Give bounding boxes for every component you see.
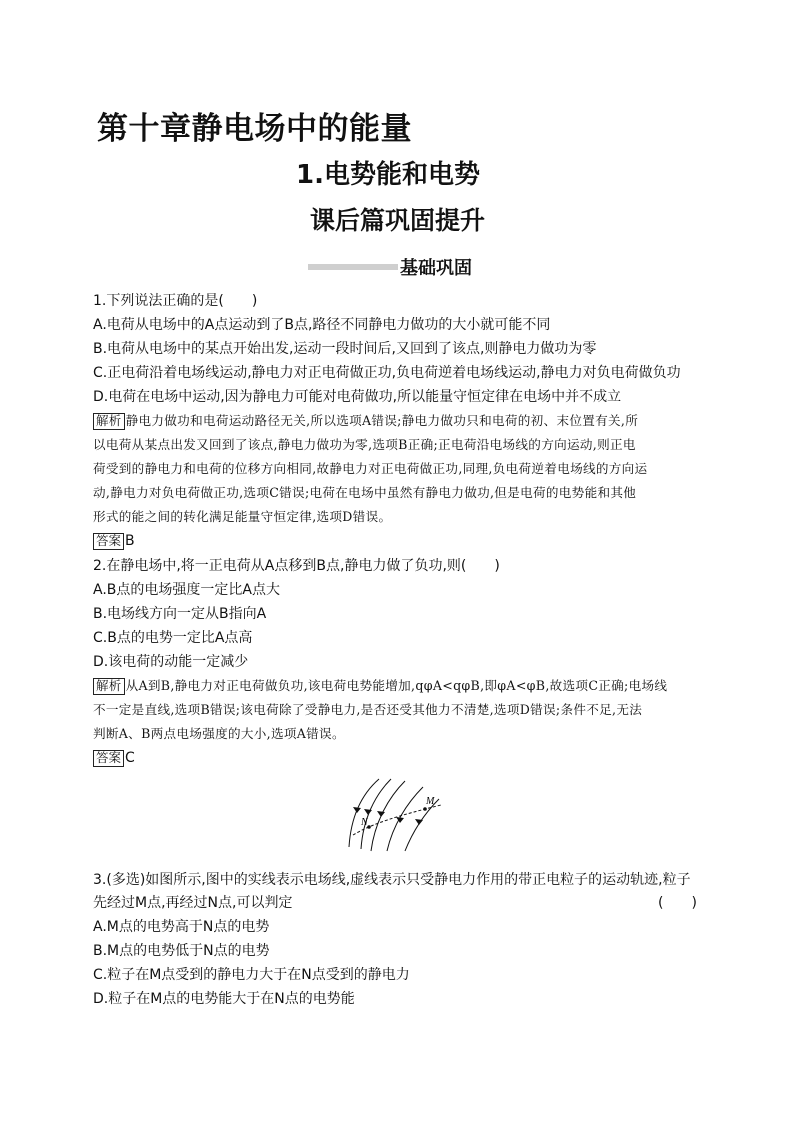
q2-option-b: B.电场线方向一定从B指向A [93,606,267,622]
answer-tag: 答案 [93,533,124,550]
q1-option-c: C.正电荷沿着电场线运动,静电力对正电荷做正功,负电荷逆着电场线运动,静电力对负电荷做负功 [93,365,681,381]
chapter-title: 第十章静电场中的能量 [97,111,412,147]
q3-answer-blank: ( ) [658,895,697,911]
electric-field-figure [343,777,445,853]
q3-stem-line-2: 先经过M点,再经过N点,可以判定 [93,895,293,911]
field-line-2 [361,779,391,849]
band-label: 基础巩固 [400,258,472,279]
q3-option-b: B.M点的电势低于N点的电势 [93,943,270,959]
q1-option-d: D.电荷在电场中运动,因为静电力可能对电荷做功,所以能量守恒定律在电场中并不成立 [93,389,622,405]
q2-option-d: D.该电荷的动能一定减少 [93,654,249,670]
q1-option-a: A.电荷从电场中的A点运动到了B点,路径不同静电力做功的大小就可能不同 [93,317,551,333]
q2-analysis-line-2: 不一定是直线,选项B错误;该电荷除了受静电力,是否还受其他力不清楚,选项D错误;条件不足,无法 [93,702,643,717]
point-m [423,807,427,811]
q3-option-d: D.粒子在M点的电势能大于在N点的电势能 [93,991,355,1007]
answer-tag: 答案 [93,750,124,767]
q1-answer [93,532,135,550]
q3-stem-line-1: 3.(多选)如图所示,图中的实线表示电场线,虚线表示只受静电力作用的带正电粒子的运动轨迹,粒子 [93,872,691,888]
q2-option-a: A.B点的电场强度一定比A点大 [93,582,280,598]
analysis-tag: 解析 [93,678,125,695]
q2-analysis-line-1: 解析 从A到B,静电力对正电荷做负功,该电荷电势能增加,qφA<qφB,即φA<φB,故选项C正确;电场线 [93,677,667,695]
q1-analysis-line-2: 以电荷从某点出发又回到了该点,静电力做功为零,选项B正确;正电荷沿电场线的方向运动,则正电 [93,437,636,452]
q1-analysis-line-3: 荷受到的静电力和电荷的位移方向相同,故静电力对正电荷做正功,同理,负电荷逆着电场线的方向运 [93,461,648,476]
q1-analysis-line-5: 形式的能之间的转化满足能量守恒定律,选项D错误。 [93,509,392,524]
q2-answer-value: C [125,750,135,766]
label-m: M [426,796,435,807]
q1-analysis-line-4: 动,静电力对负电荷做正功,选项C错误;电荷在电场中虽然有静电力做功,但是电荷的电势能和其他 [93,485,637,500]
q3-option-c: C.粒子在M点受到的静电力大于在N点受到的静电力 [93,967,410,983]
q3-option-a: A.M点的电势高于N点的电势 [93,919,270,935]
q1-option-b: B.电荷从电场中的某点开始出发,运动一段时间后,又回到了该点,则静电力做功为零 [93,341,597,357]
q1-stem: 1.下列说法正确的是( ) [93,293,258,309]
point-n [367,825,371,829]
band-bar [308,264,398,270]
analysis-tag: 解析 [93,413,125,430]
q2-analysis-line-3: 判断A、B两点电场强度的大小,选项A错误。 [93,726,345,741]
q1-analysis-line-1: 解析 静电力做功和电荷运动路径无关,所以选项A错误;静电力做功只和电荷的初、末位置有关,所 [93,412,638,430]
field-lines [349,779,439,851]
q2-answer [93,749,135,767]
q1-answer-value: B [125,533,135,549]
label-n: N [361,817,368,828]
subsection-title: 课后篇巩固提升 [310,206,486,235]
field-line-1 [349,779,379,847]
q2-option-c: C.B点的电势一定比A点高 [93,630,253,646]
q2-stem: 2.在静电场中,将一正电荷从A点移到B点,静电力做了负功,则( ) [93,558,500,574]
section-title: 1.电势能和电势 [296,160,480,190]
